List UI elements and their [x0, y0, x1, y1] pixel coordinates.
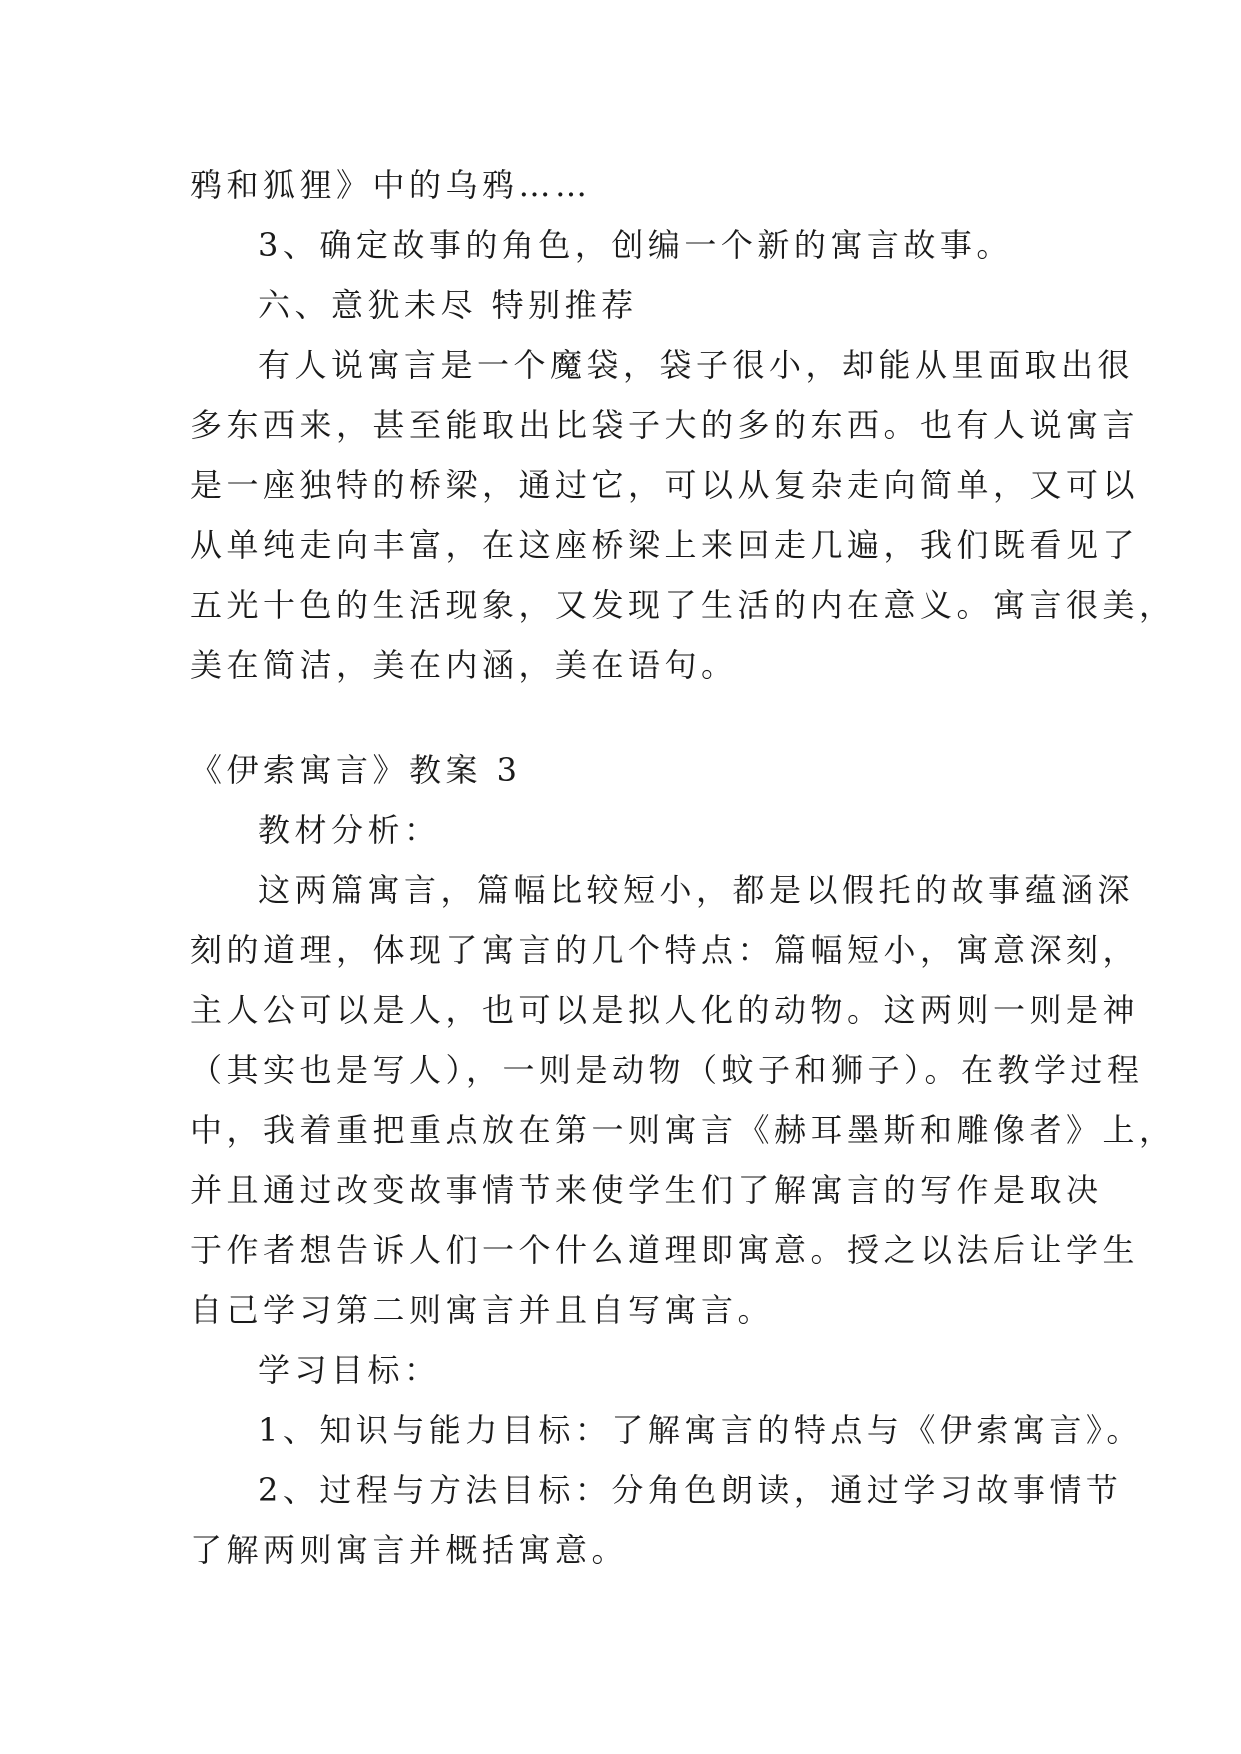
- text-line: 美在简洁，美在内涵，美在语句。: [190, 646, 738, 684]
- text-line: 自己学习第二则寓言并且自写寓言。: [190, 1291, 775, 1329]
- text-line: 3、确定故事的角色，创编一个新的寓言故事。: [258, 226, 1013, 264]
- text-line: 刻的道理，体现了寓言的几个特点：篇幅短小，寓意深刻，: [190, 931, 1140, 969]
- text-line: 中，我着重把重点放在第一则寓言《赫耳墨斯和雕像者》上，: [190, 1111, 1176, 1149]
- section-heading: 教材分析：: [258, 811, 441, 849]
- text-line: 鸦和狐狸》中的乌鸦……: [190, 166, 592, 204]
- text-line: 2、过程与方法目标：分角色朗读，通过学习故事情节: [258, 1471, 1123, 1509]
- text-line: 1、知识与能力目标：了解寓言的特点与《伊索寓言》。: [258, 1411, 1143, 1449]
- section-heading: 六、意犹未尽 特别推荐: [258, 286, 638, 324]
- text-line: 是一座独特的桥梁，通过它，可以从复杂走向简单，又可以: [190, 466, 1140, 504]
- text-line: 了解两则寓言并概括寓意。: [190, 1531, 629, 1569]
- text-line: 有人说寓言是一个魔袋，袋子很小，却能从里面取出很: [258, 346, 1135, 384]
- text-line: 并且通过改变故事情节来使学生们了解寓言的写作是取决: [190, 1171, 1103, 1209]
- document-title: 《伊索寓言》教案 3: [190, 751, 522, 789]
- text-line: 这两篇寓言，篇幅比较短小，都是以假托的故事蕴涵深: [258, 871, 1135, 909]
- text-line: 五光十色的生活现象，又发现了生活的内在意义。寓言很美，: [190, 586, 1176, 624]
- text-line: 于作者想告诉人们一个什么道理即寓意。授之以法后让学生: [190, 1231, 1140, 1269]
- section-heading: 学习目标：: [258, 1351, 441, 1389]
- text-line: 主人公可以是人，也可以是拟人化的动物。这两则一则是神: [190, 991, 1140, 1029]
- text-line: （其实也是写人），一则是动物（蚊子和狮子）。在教学过程: [190, 1051, 1144, 1089]
- text-line: 从单纯走向丰富，在这座桥梁上来回走几遍，我们既看见了: [190, 526, 1140, 564]
- text-line: 多东西来，甚至能取出比袋子大的多的东西。也有人说寓言: [190, 406, 1140, 444]
